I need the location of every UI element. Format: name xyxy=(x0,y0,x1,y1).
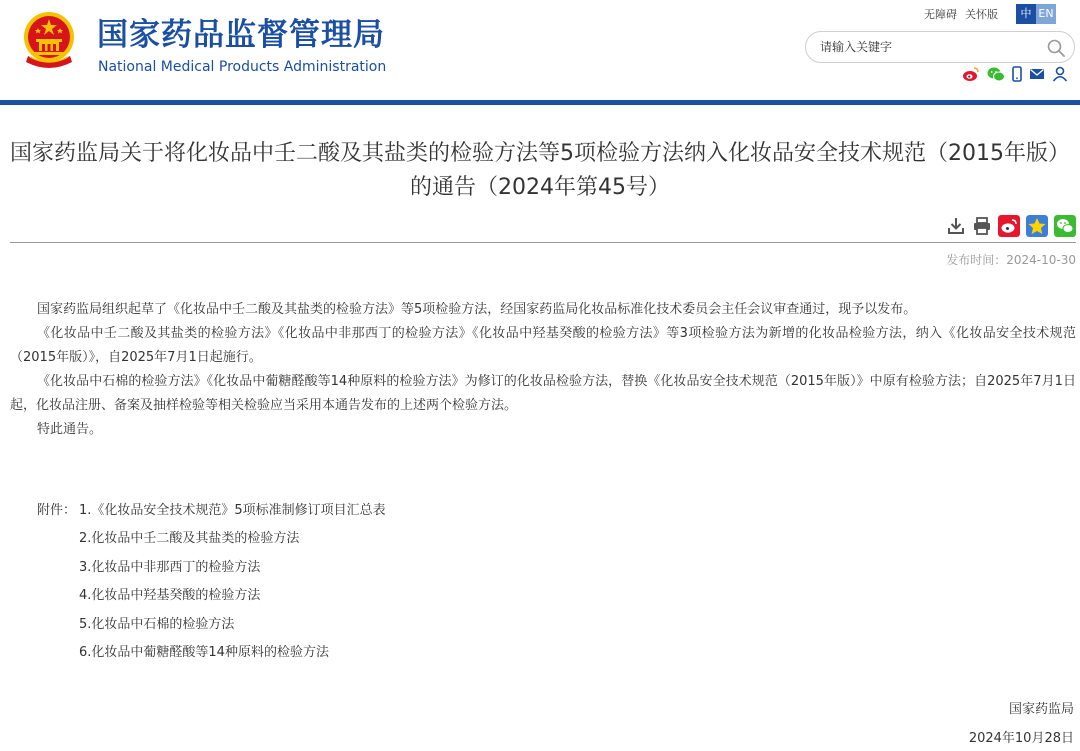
attachment-link[interactable]: 2.化妆品中壬二酸及其盐类的检验方法 xyxy=(79,531,300,547)
share-qzone-icon[interactable] xyxy=(1026,215,1048,237)
publish-date-value: 2024-10-30 xyxy=(1006,253,1076,267)
search-box xyxy=(805,31,1075,63)
site-header xyxy=(0,0,1080,102)
top-links xyxy=(924,4,1056,24)
mail-icon[interactable] xyxy=(1029,67,1045,81)
lang-cn-button[interactable]: 中 xyxy=(1016,4,1036,24)
paragraph: 国家药监局组织起草了《化妆品中壬二酸及其盐类的检验方法》等5项检验方法，经国家药监局化妆品标准化技术委员会主任会议审查通过，现予以发布。 xyxy=(37,302,917,317)
paragraph: 特此通告。 xyxy=(37,422,103,437)
search-icon[interactable] xyxy=(1046,38,1066,58)
attachments-list xyxy=(37,497,386,667)
attachment-link[interactable]: 6.化妆品中葡糖醛酸等14种原料的检验方法 xyxy=(79,645,329,661)
site-name-cn[interactable]: 国家药品监督管理局 xyxy=(97,17,385,53)
site-name-en[interactable]: National Medical Products Administration xyxy=(98,59,387,75)
wechat-icon[interactable] xyxy=(987,66,1005,82)
share-weibo-icon[interactable] xyxy=(998,215,1020,237)
social-links xyxy=(962,66,1068,82)
attachments-label: 附件： xyxy=(37,503,77,518)
lang-en-button[interactable]: EN xyxy=(1036,4,1056,24)
paragraph: 《化妆品中石棉的检验方法》《化妆品中葡糖醛酸等14种原料的检验方法》为修订的化妆品检验方法，替换《化妆品安全技术规范（2015年版）》中原有检验方法；自2025年7月1日起，化妆品注册、备案及抽样检验等相关检验应当采用本通告发布的上述两个检验方法。 xyxy=(10,374,1076,413)
care-mode-link[interactable]: 关怀版 xyxy=(965,8,998,21)
weibo-icon[interactable] xyxy=(962,66,980,82)
attachment-link[interactable]: 1.《化妆品安全技术规范》5项标准制修订项目汇总表 xyxy=(79,503,386,518)
paragraph: 《化妆品中壬二酸及其盐类的检验方法》《化妆品中非那西丁的检验方法》《化妆品中羟基癸酸的检验方法》等3项检验方法为新增的化妆品检验方法，纳入《化妆品安全技术规范（2015年版）》，自2025年7月1日起施行。 xyxy=(10,326,1076,365)
article-body xyxy=(10,298,1076,442)
article-title: 国家药监局关于将化妆品中壬二酸及其盐类的检验方法等5项检验方法纳入化妆品安全技术规范（2015年版）的通告（2024年第45号） xyxy=(10,141,1070,200)
national-emblem-icon[interactable] xyxy=(20,10,78,72)
publish-date xyxy=(946,251,1076,268)
sign-date: 2024年10月28日 xyxy=(968,731,1074,746)
attachment-link[interactable]: 4.化妆品中羟基癸酸的检验方法 xyxy=(79,588,261,604)
header-divider xyxy=(0,100,1080,105)
print-icon[interactable] xyxy=(972,216,992,236)
publish-label: 发布时间： xyxy=(946,253,1007,267)
language-switch xyxy=(1016,4,1056,24)
article-tools xyxy=(946,215,1076,237)
title-divider xyxy=(10,242,1076,243)
user-icon[interactable] xyxy=(1052,66,1068,82)
mobile-icon[interactable] xyxy=(1012,66,1022,82)
accessibility-link[interactable]: 无障碍 xyxy=(924,8,957,21)
signature: 国家药监局 xyxy=(1008,702,1074,717)
attachment-link[interactable]: 3.化妆品中非那西丁的检验方法 xyxy=(79,559,261,575)
attachment-link[interactable]: 5.化妆品中石棉的检验方法 xyxy=(79,616,235,632)
share-wechat-icon[interactable] xyxy=(1054,215,1076,237)
search-input[interactable] xyxy=(820,38,1040,56)
download-icon[interactable] xyxy=(946,216,966,236)
